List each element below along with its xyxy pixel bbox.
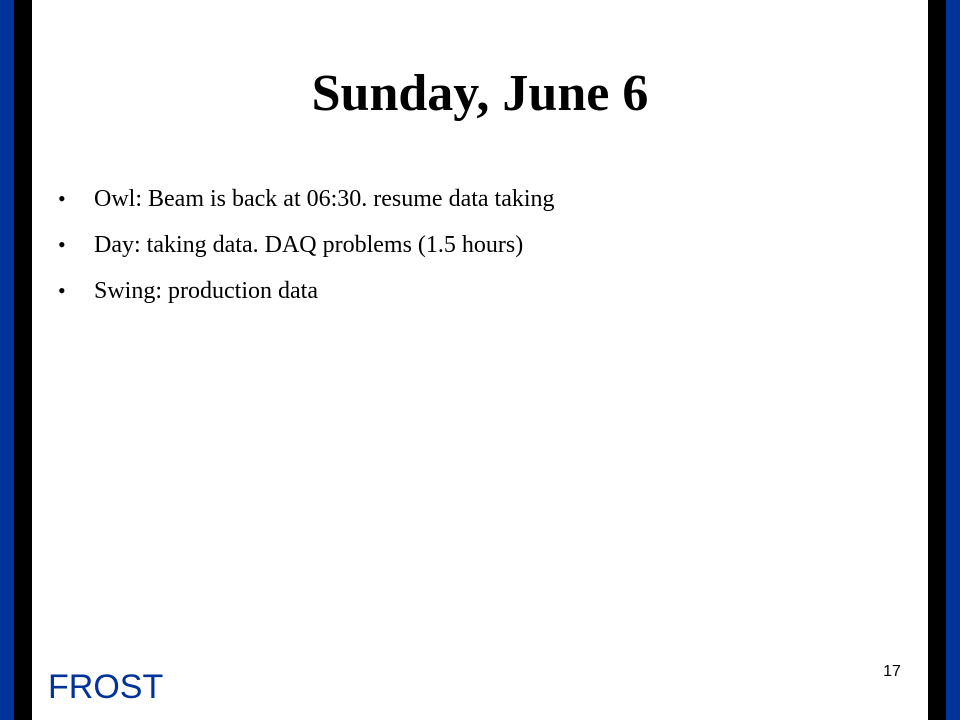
right-blue-border xyxy=(946,0,960,720)
bullet-marker: • xyxy=(58,278,66,303)
right-black-border xyxy=(928,0,946,720)
bullet-text: Owl: Beam is back at 06:30. resume data taking xyxy=(94,186,555,212)
left-black-border xyxy=(14,0,32,720)
bullet-item xyxy=(58,268,555,314)
slide-title: Sunday, June 6 xyxy=(311,65,649,122)
bullet-item xyxy=(58,176,555,222)
bullet-marker: • xyxy=(58,186,66,211)
page-number: 17 xyxy=(883,663,901,680)
footer-author: FROST xyxy=(48,668,164,706)
slide-canvas xyxy=(32,0,928,720)
bullet-item xyxy=(58,222,555,268)
bullet-text: Swing: production data xyxy=(94,278,318,304)
left-blue-border xyxy=(0,0,14,720)
bullet-text: Day: taking data. DAQ problems (1.5 hours) xyxy=(94,232,524,258)
bullet-marker: • xyxy=(58,232,66,257)
bullet-list xyxy=(58,176,555,314)
